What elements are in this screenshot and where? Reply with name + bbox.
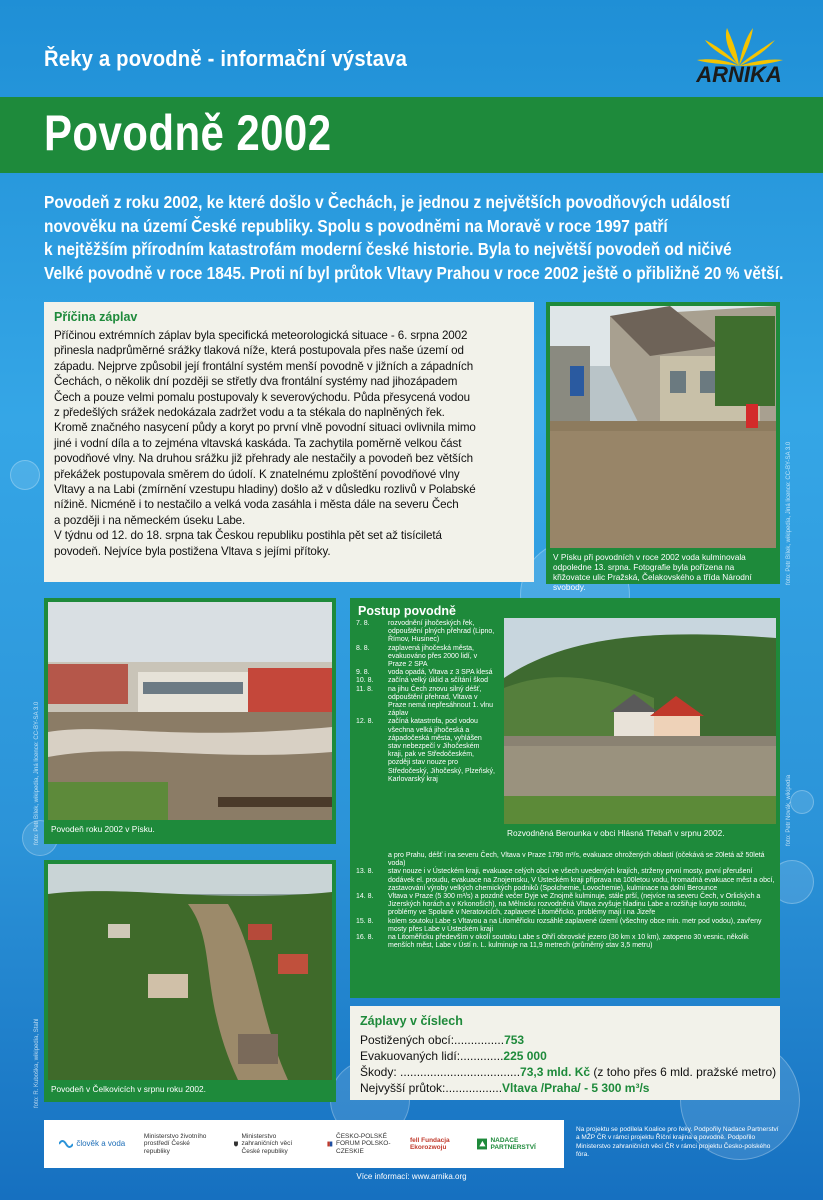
cause-heading: Příčina záplav xyxy=(54,310,138,324)
timeline-item xyxy=(356,718,496,784)
timeline-date: 7. 8. xyxy=(356,620,370,627)
photo-caption: Povodeň v Čelkovicích v srpnu roku 2002. xyxy=(51,1084,206,1094)
timeline-date: 14. 8. xyxy=(356,893,374,901)
timeline-item xyxy=(356,677,496,685)
exhibit-title: Řeky a povodně - informační výstava xyxy=(44,46,408,71)
cause-line: Vltavy a na Labi (zmírnění vzestupu hladiny) došlo až v důsledku rozlivů v Polabské xyxy=(54,483,476,497)
partner-logo xyxy=(144,1133,214,1156)
timeline-item xyxy=(356,918,776,934)
timeline-text: zaplavená jihočeská města, evakuováno přes 2000 lidí, v Praze 2 SPA xyxy=(388,644,478,669)
cause-line: V týdnu od 12. do 18. srpna tak Českou republiku postihla pět set až tisíciletá xyxy=(54,529,442,543)
stat-label: Postižených obcí:............... xyxy=(360,1033,505,1047)
timeline-item xyxy=(356,852,776,868)
berounka-flood-photo xyxy=(504,618,776,824)
photo-caption: Rozvodněná Berounka v obci Hlásná Třebaň v srpnu 2002. xyxy=(507,828,725,838)
numbers-panel xyxy=(350,1006,780,1100)
page-title: Povodně 2002 xyxy=(44,105,332,161)
crest-icon xyxy=(233,1138,239,1150)
photo-pisek-street xyxy=(546,302,780,592)
cause-line: a později i na německém úseku Labe. xyxy=(54,513,246,527)
cause-line: nížině. Nicméně i to nestačilo a velká voda zasáhla i města dále na severu Čech xyxy=(54,498,459,512)
partner-name: fell Fundacja Ekorozwoju xyxy=(409,1136,450,1151)
stat-label: Nejvyšší průtok:................. xyxy=(360,1081,503,1095)
intro-line: k nejtěžším přírodním katastrofám moderní české historie. Byla to největší povodeň od ničivé xyxy=(44,239,732,259)
partnerstvi-icon xyxy=(477,1137,488,1151)
photo-caption: Povodeň roku 2002 v Písku. xyxy=(51,824,155,834)
arnika-logo xyxy=(693,26,785,88)
photo-credit: foto: Petr Novák, wikipedia xyxy=(786,774,792,846)
stat-extra: (z toho přes 6 mld. pražské metro) xyxy=(590,1065,777,1079)
timeline-item xyxy=(356,620,496,645)
cause-line: povodeň. Nejvíce byla postižena Vltava s jejími přítoky. xyxy=(54,544,331,558)
cause-text xyxy=(54,328,524,559)
wave-icon xyxy=(59,1138,73,1150)
timeline-date: 16. 8. xyxy=(356,934,374,942)
stat-value: 73,3 mld. Kč xyxy=(520,1065,591,1079)
partner-logo xyxy=(327,1133,391,1156)
partner-name: ČESKO-POLSKÉ FORUM POLSKO-CZESKIE xyxy=(336,1132,391,1155)
town-flood-photo xyxy=(48,864,332,1080)
cause-line: z předešlých srážek nedokázala zadržet vodu a ta stékala do naplněných řek. xyxy=(54,406,445,420)
timeline-date: 8. 8. xyxy=(356,644,370,652)
photo-celkovice xyxy=(44,860,336,1102)
stat-row xyxy=(360,1048,770,1064)
forum-icon xyxy=(327,1137,333,1151)
intro-paragraph xyxy=(44,191,784,285)
cause-line: Příčinou extrémních záplav byla specifická meteorologická situace - 6. srpna 2002 xyxy=(54,329,468,342)
timeline-text: voda opadá, Vltava z 3 SPA klesá xyxy=(388,669,493,677)
timeline-text: rozvodnění jihočeských řek, odpouštění plných přehrad (Lipno, Římov, Husinec) xyxy=(388,620,495,644)
partner-logo xyxy=(477,1137,549,1152)
cause-line: jiné i vodní díla a to zejména vltavská kaskáda. Ta zachytila poměrně velkou část xyxy=(54,436,462,450)
progress-timeline-wide xyxy=(356,852,776,950)
timeline-date: 9. 8. xyxy=(356,669,370,677)
progress-timeline xyxy=(356,620,496,784)
more-info-link[interactable]: Více informací: www.arnika.org xyxy=(356,1172,467,1181)
timeline-item xyxy=(356,645,496,670)
timeline-text: na jihu Čech znovu silný déšť, odpouštění přehrad, Vltava v Praze nemá nepřesáhnout 1. vlnu záplav xyxy=(388,685,494,718)
stat-value: 753 xyxy=(504,1033,525,1047)
partner-logo xyxy=(59,1138,125,1150)
timeline-text: začíná velký úklid a sčítání škod xyxy=(388,677,488,685)
photo-caption: V Písku při povodních v roce 2002 voda kulminovala odpoledne 13. srpna. Fotografie byla pořízena na křižovatce ulic Pražská, Čelakovského a třída Národní svobody. xyxy=(553,552,752,592)
partner-name: Ministerstvo zahraničních věcí České republiky xyxy=(241,1132,293,1155)
timeline-text: kolem soutoku Labe s Vltavou a na Litoměřicku rozsáhlé zaplavené území (všechny obce min. metr pod vodou), zavřeny mosty přes Labe v Ústeckém kraji xyxy=(388,917,762,933)
timeline-date: 13. 8. xyxy=(356,868,374,876)
timeline-date: 11. 8. xyxy=(356,685,373,693)
timeline-text: na Litoměřicku především v okolí soutoku Labe s Ohří obrovské jezero (30 km x 10 km), zatopeno 30 vesnic, několik menších měst, Labe v Ústí n. L. kulminuje na 11,9 metrech (průměrný stav 3,5 metru) xyxy=(388,934,749,950)
intro-line: Povodeň z roku 2002, ke které došlo v Čechách, je jednou z největších povodňových událostí xyxy=(44,192,730,212)
photo-credit: foto: R. Kuboška, wikipedia, Stahl xyxy=(34,1018,40,1108)
timeline-text: a pro Prahu, déšť i na severu Čech, Vltava v Praze 1790 m³/s, evakuace ohrožených oblastí (očekává se 20letá až 50letá voda) xyxy=(388,852,765,868)
progress-heading: Postup povodně xyxy=(358,604,456,618)
timeline-text: stav nouze i v Ústeckém kraji, evakuace celých obcí ve všech uvedených krajích, strženy první mosty, první přerušení dodávek el. proudu, evakuace na Znojemsku, V Ústeckém kraji příprava na 100letou vodu, hromadná evakuace měst a obcí, zastavování výroby velkých chemických podniků (Spolchemie, Lovochemie), kulminace na dolní Berounce xyxy=(388,868,775,892)
cause-line: přinesla nadprůměrné srážky tlaková níže, která postupovala přes naše území od xyxy=(54,344,464,358)
timeline-date: 12. 8. xyxy=(356,718,374,726)
bubble-decoration xyxy=(790,790,814,814)
river-flood-photo xyxy=(48,602,332,820)
partner-name: NADACE PARTNERSTVÍ xyxy=(490,1136,536,1151)
timeline-date: 10. 8. xyxy=(356,677,374,685)
stat-row xyxy=(360,1032,770,1048)
stat-value: Vltava /Praha/ - 5 300 m³/s xyxy=(502,1081,650,1095)
flooded-street-photo xyxy=(550,306,776,548)
timeline-item xyxy=(356,868,776,893)
cause-line: Čechách, o několik dní později se střetly dva frontální systémy nad jihozápadem xyxy=(54,375,458,389)
stat-label: Evakuovaných lidí:............. xyxy=(360,1049,504,1063)
stat-row xyxy=(360,1080,770,1096)
cause-line: západu. Nejprve způsobil její frontální systém menší povodně v jižních a západních xyxy=(54,359,474,373)
timeline-date: 15. 8. xyxy=(356,917,374,925)
partner-name: člověk a voda xyxy=(76,1139,126,1149)
timeline-item xyxy=(356,893,776,918)
stat-value: 225 000 xyxy=(503,1049,547,1063)
partner-logo xyxy=(233,1133,309,1156)
photo-credit: foto: Petr Bílek, wikipedia, Jiná licence: CC-BY-SA 3.0 xyxy=(786,441,792,585)
photo-credit: foto: Petr Bílek, wikipedia, Jiná licence: CC-BY-SA 3.0 xyxy=(34,701,40,845)
cause-line: Kromě značného nasycení půdy a koryt po první vlně povodní situaci ovlivnila mimo xyxy=(54,421,476,435)
cause-line: překážek postupovala směrem do údolí. K znatelnému zploštění povodňové vlny xyxy=(54,467,460,481)
cause-panel xyxy=(44,302,534,582)
timeline-text: Vltava v Praze (5 300 m³/s) a pozdně večer Dyje ve Znojmě kulminuje, stále prší, (nejvíce na severu Čech, v Orlických a Jizerských horách a v Krkonoších), na Mělnicku rozvodněná Vltava zvyšuje hladinu Labe a rozšiřuje koryto soutoku, problémy ve Spolaně v Neratovicích, zaplavené Litoměřicko, problémy mají i na Jizeře xyxy=(388,893,761,917)
cause-line: Čech a pouze velmi pomalu postupovaly k severovýchodu. Půda přesycená vodou xyxy=(54,390,470,404)
bubble-decoration xyxy=(10,460,40,490)
timeline-item xyxy=(356,669,496,677)
photo-pisek-river xyxy=(44,598,336,844)
partner-name: Ministerstvo životního prostředí České republiky xyxy=(143,1132,207,1155)
logo-text: ARNIKA xyxy=(696,62,782,87)
timeline-text: začíná katastrofa, pod vodou všechna velká jihočeská a západočeská města, vyhlášen stav nebezpečí v Jihočeském kraji, pak ve Středočeském, později stav nouze pro Středočeský, Jihočeský, Plzeňský, Karlovarský kraj xyxy=(388,718,495,783)
cause-line: povodňové vlny. Na druhou srážku již přehrady ale nestačily a povodeň bez větších xyxy=(54,452,473,466)
stat-label: Škody: .................................... xyxy=(360,1065,521,1079)
numbers-heading: Záplavy v číslech xyxy=(360,1014,463,1028)
timeline-item xyxy=(356,686,496,719)
partner-logos xyxy=(44,1120,564,1168)
funding-note: Na projektu se podílela Koalice pro řeky. Podpořily Nadace Partnerství a MŽP ČR v rámci projektu Říční krajina a povodně. Podpořilo Ministerstvo zahraničních věcí ČR v rámci projektu Česko-polského fóra. xyxy=(576,1126,779,1158)
stat-row xyxy=(360,1064,777,1080)
intro-line: Velké povodně v roce 1845. Proti ní byl průtok Vltavy Prahou v roce 2002 ještě o přibližně 20 % větší. xyxy=(44,262,784,283)
timeline-item xyxy=(356,934,776,950)
photo-berounka xyxy=(500,614,780,846)
partner-logo xyxy=(410,1137,458,1152)
intro-line: novověku na území České republiky. Spolu s povodněmi na Moravě v roce 1997 patří xyxy=(44,215,668,236)
